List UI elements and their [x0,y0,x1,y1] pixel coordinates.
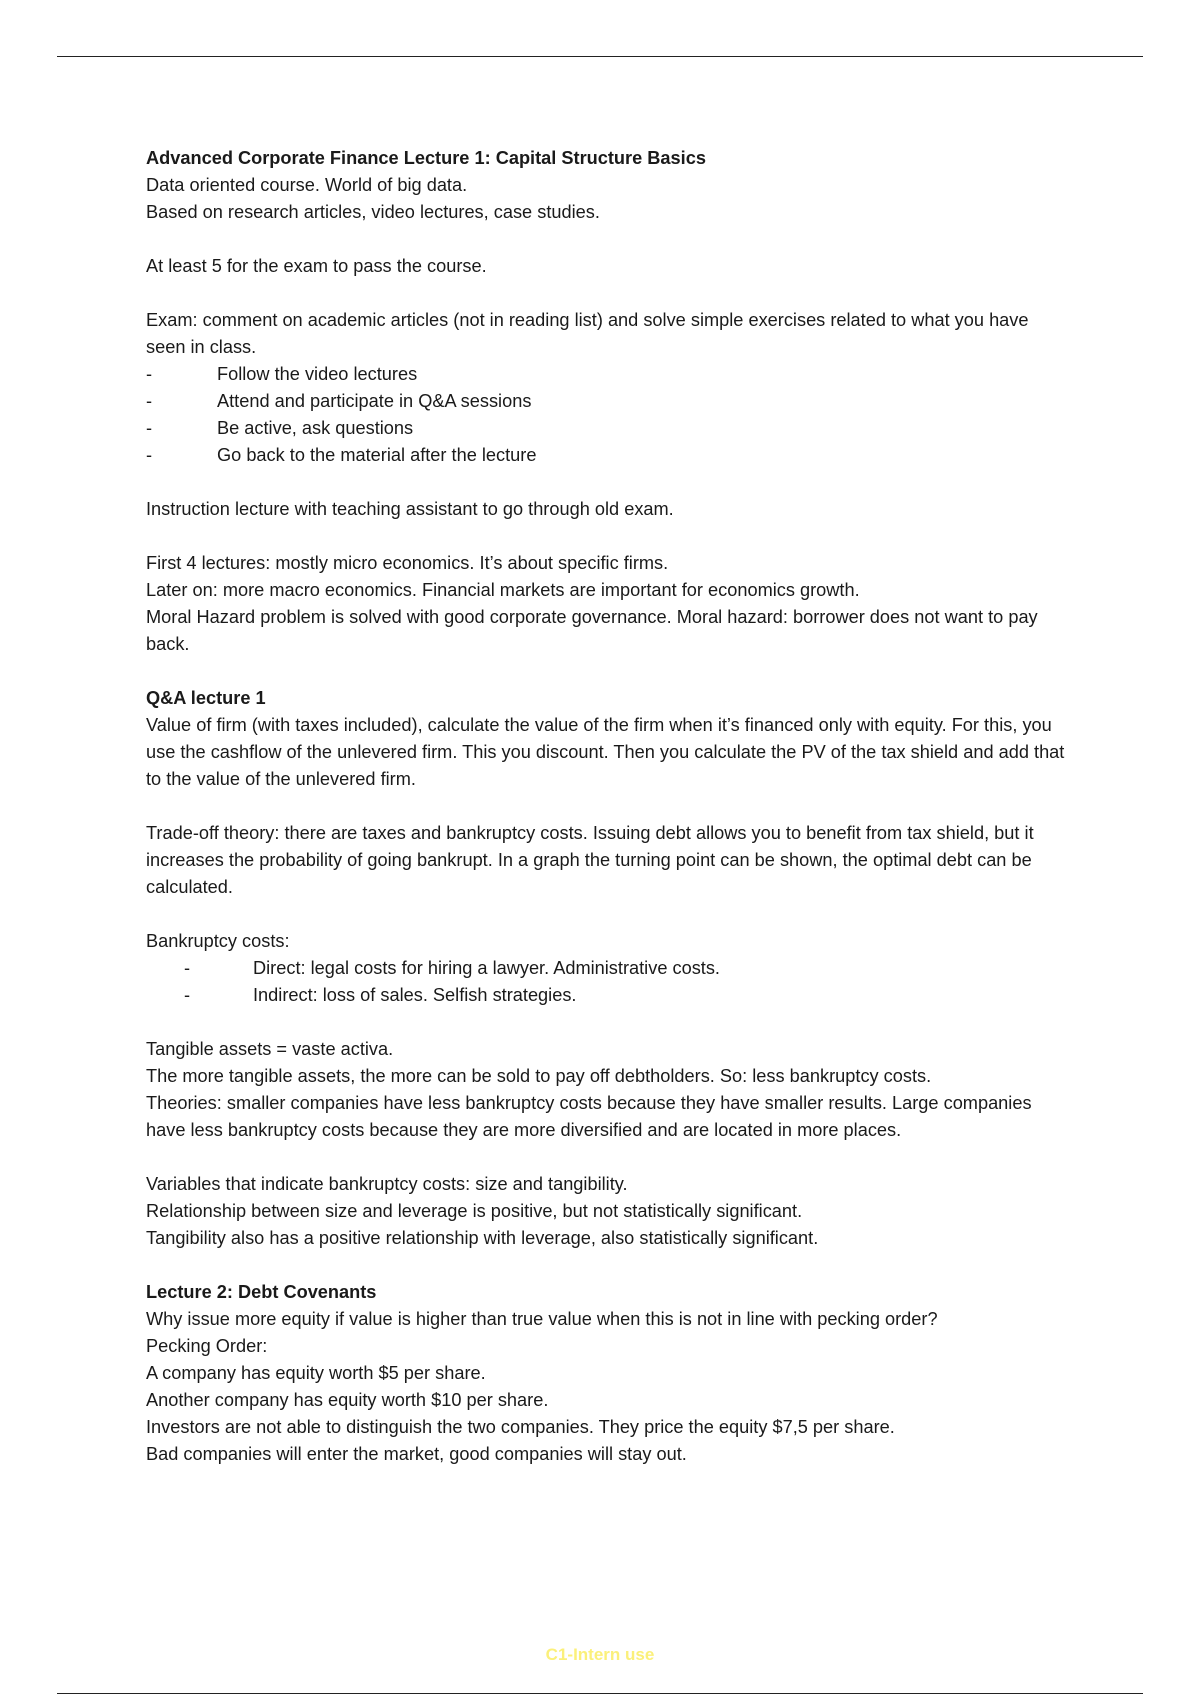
lecture2-line: A company has equity worth $5 per share. [146,1363,486,1383]
bankruptcy-list [146,955,1066,1009]
list-item: - Follow the video lectures [146,361,1066,388]
variables-line: Variables that indicate bankruptcy costs: size and tangibility. [146,1174,628,1194]
dash-marker: - [146,445,153,465]
top-rule [57,56,1143,57]
dash-marker: - [146,418,153,438]
lecture2-heading: Lecture 2: Debt Covenants [146,1282,377,1302]
variables-line: Relationship between size and leverage is positive, but not statistically significant. [146,1201,803,1221]
tangible-line: Theories: smaller companies have less bankruptcy costs because they have smaller results. Large companies have less bankruptcy costs because they are more diversified and are located in more places. [146,1093,1032,1140]
lecture2-line: Why issue more equity if value is higher than true value when this is not in line with pecking order? [146,1309,938,1329]
qa-heading: Q&A lecture 1 [146,688,266,708]
overview-line: Moral Hazard problem is solved with good corporate governance. Moral hazard: borrower does not want to pay back. [146,607,1038,654]
pass-rule: At least 5 for the exam to pass the course. [146,256,487,276]
lecture2-line: Another company has equity worth $10 per share. [146,1390,549,1410]
bankruptcy-label: Bankruptcy costs: [146,931,290,951]
intro-line: Data oriented course. World of big data. [146,175,468,195]
tangible-line: The more tangible assets, the more can be sold to pay off debtholders. So: less bankruptcy costs. [146,1066,932,1086]
dash-marker: - [146,364,153,384]
overview-line: First 4 lectures: mostly micro economics. It’s about specific firms. [146,553,669,573]
list-item: - Go back to the material after the lecture [146,442,1066,469]
list-item: - Direct: legal costs for hiring a lawyer. Administrative costs. [146,955,1066,982]
list-item: - Indirect: loss of sales. Selfish strategies. [146,982,1066,1009]
dash-marker: - [184,985,191,1005]
dash-marker: - [146,391,153,411]
document-title: Advanced Corporate Finance Lecture 1: Capital Structure Basics [146,148,706,168]
exam-description: Exam: comment on academic articles (not in reading list) and solve simple exercises related to what you have seen in class. [146,310,1029,357]
tradeoff-paragraph: Trade-off theory: there are taxes and bankruptcy costs. Issuing debt allows you to benefit from tax shield, but it increases the probability of going bankrupt. In a graph the turning point can be shown, the optimal debt can be calculated. [146,823,1034,897]
dash-marker: - [184,958,191,978]
document-body [146,145,1066,1468]
variables-line: Tangibility also has a positive relationship with leverage, also statistically significant. [146,1228,819,1248]
instruction-note: Instruction lecture with teaching assistant to go through old exam. [146,499,674,519]
intro-line: Based on research articles, video lectures, case studies. [146,202,600,222]
lecture2-line: Pecking Order: [146,1336,268,1356]
list-item: - Be active, ask questions [146,415,1066,442]
value-of-firm-paragraph: Value of firm (with taxes included), calculate the value of the firm when it’s financed only with equity. For this, you use the cashflow of the unlevered firm. This you discount. Then you calculate the PV of the tax shield and add that to the value of the unlevered firm. [146,715,1065,789]
lecture2-line: Investors are not able to distinguish the two companies. They price the equity $7,5 per share. [146,1417,895,1437]
bottom-rule [57,1693,1143,1694]
classification-label: C1-Intern use [545,1645,655,1664]
exam-tips-list [146,361,1066,469]
overview-line: Later on: more macro economics. Financial markets are important for economics growth. [146,580,860,600]
lecture2-line: Bad companies will enter the market, good companies will stay out. [146,1444,687,1464]
tangible-line: Tangible assets = vaste activa. [146,1039,394,1059]
list-item: - Attend and participate in Q&A sessions [146,388,1066,415]
